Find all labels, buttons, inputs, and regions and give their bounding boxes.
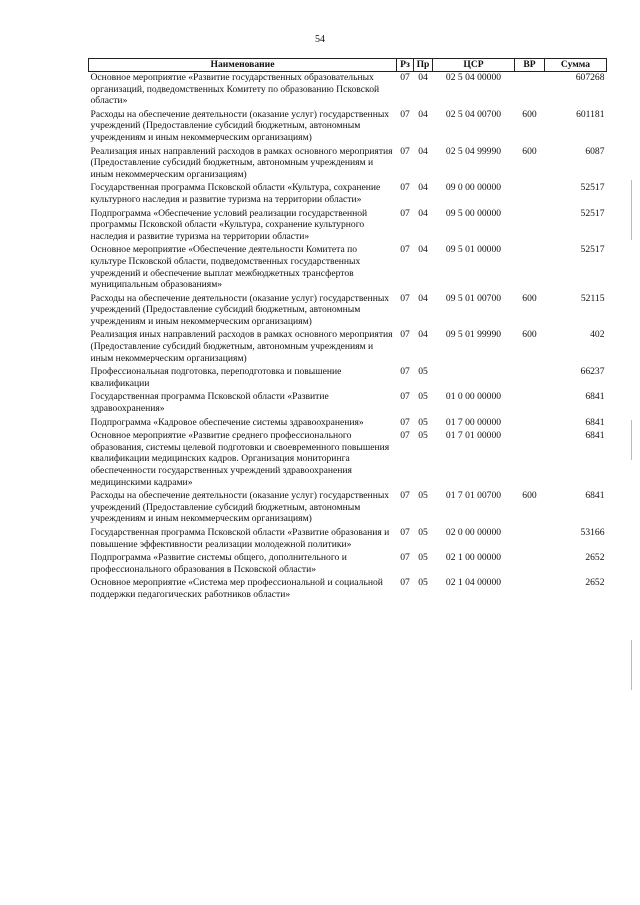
budget-table [88, 58, 607, 603]
cell-name: Профессиональная подготовка, переподготовка и повышение квалификации [90, 366, 342, 389]
cell-name: Расходы на обеспечение деятельности (оказание услуг) государственных учреждений (Предоставление субсидий бюджетным, автономным учреждениям и иным некоммерческим организациям) [90, 292, 390, 327]
cell-sum: 52115 [580, 292, 605, 304]
cell-pr: 04 [418, 292, 428, 304]
table-row [89, 417, 607, 431]
cell-pr: 05 [418, 391, 428, 403]
cell-csr: 02 5 04 00700 [445, 108, 502, 120]
cell-pr: 05 [418, 526, 428, 538]
cell-sum: 2652 [585, 577, 605, 589]
cell-pr: 05 [418, 552, 428, 564]
cell-rz: 07 [400, 577, 410, 589]
table-row [89, 391, 607, 416]
cell-pr: 04 [418, 182, 428, 194]
header-csr: ЦСР [433, 59, 515, 72]
cell-name: Подпрограмма «Обеспечение условий реализации государственной программы Псковской области «Культура, сохранение культурного наследия и развитие туризма на территории области» [90, 207, 368, 242]
table-header-row [89, 59, 607, 72]
cell-name: Основное мероприятие «Обеспечение деятельности Комитета по культуре Псковской области, подведомственных государственных учреждений и обеспечение выплат межбюджетных трансфертов муниципальным образованиям» [90, 244, 361, 291]
cell-vr [515, 417, 545, 431]
cell-vr [515, 208, 545, 245]
cell-vr [515, 391, 545, 416]
table-row [89, 527, 607, 552]
cell-pr: 05 [418, 430, 428, 442]
scan-edge-mark [631, 640, 632, 690]
table-row [89, 72, 607, 109]
cell-csr: 02 1 00 00000 [445, 552, 502, 564]
cell-rz: 07 [400, 430, 410, 442]
cell-vr [515, 552, 545, 577]
table-row [89, 329, 607, 366]
cell-csr: 02 0 00 00000 [445, 526, 502, 538]
scan-edge-mark [631, 420, 632, 460]
table-row [89, 552, 607, 577]
cell-rz: 07 [400, 244, 410, 256]
cell-rz: 07 [400, 292, 410, 304]
cell-rz: 07 [400, 329, 410, 341]
table-row [89, 366, 607, 391]
cell-rz: 07 [400, 552, 410, 564]
cell-name: Расходы на обеспечение деятельности (оказание услуг) государственных учреждений (Предоставление субсидий бюджетным, автономным учреждениям и иным некоммерческим организациям) [90, 490, 390, 525]
cell-sum: 6841 [585, 430, 605, 442]
table-row [89, 182, 607, 207]
cell-sum: 52517 [580, 244, 605, 256]
cell-pr: 05 [418, 416, 428, 428]
table-row [89, 577, 607, 602]
page-number: 54 [315, 34, 325, 45]
header-name: Наименование [89, 59, 397, 72]
scan-edge-mark [631, 180, 632, 240]
header-pr: Пр [414, 59, 433, 72]
cell-sum: 52517 [580, 182, 605, 194]
cell-vr [515, 430, 545, 490]
cell-pr: 04 [418, 72, 428, 83]
cell-rz: 07 [400, 145, 410, 157]
cell-sum: 52517 [580, 207, 605, 219]
cell-sum: 601181 [576, 108, 605, 120]
cell-csr: 01 7 01 00700 [445, 490, 502, 502]
cell-name: Основное мероприятие «Система мер профессиональной и социальной поддержки педагогических работников области» [90, 577, 383, 600]
cell-name: Подпрограмма «Кадровое обеспечение системы здравоохранения» [90, 416, 364, 428]
cell-pr: 05 [418, 577, 428, 589]
table-row [89, 293, 607, 330]
cell-vr [515, 182, 545, 207]
cell-rz: 07 [400, 526, 410, 538]
cell-csr: 02 5 04 00000 [445, 72, 502, 83]
cell-sum: 607268 [575, 72, 605, 83]
cell-name: Государственная программа Псковской области «Культура, сохранение культурного наследия и развитие туризма на территории области» [90, 182, 381, 205]
cell-vr: 600 [522, 108, 537, 120]
header-sum: Сумма [545, 59, 607, 72]
cell-name: Расходы на обеспечение деятельности (оказание услуг) государственных учреждений (Предоставление субсидий бюджетным, автономным учреждениям и иным некоммерческим организациям) [90, 108, 390, 143]
cell-rz: 07 [400, 416, 410, 428]
table-row [89, 109, 607, 146]
cell-csr: 01 7 01 00000 [445, 430, 502, 442]
cell-sum: 6087 [585, 145, 605, 157]
table-row [89, 490, 607, 527]
cell-pr: 04 [418, 207, 428, 219]
cell-vr: 600 [522, 490, 537, 502]
cell-rz: 07 [400, 207, 410, 219]
table-row [89, 244, 607, 292]
cell-vr: 600 [522, 329, 537, 341]
cell-vr: 600 [522, 145, 537, 157]
table-row [89, 208, 607, 245]
cell-pr: 05 [418, 366, 428, 378]
cell-rz: 07 [400, 108, 410, 120]
cell-csr: 09 0 00 00000 [445, 182, 502, 194]
cell-rz: 07 [400, 72, 410, 83]
cell-csr: 09 5 01 00700 [445, 292, 502, 304]
cell-vr [515, 577, 545, 602]
cell-name: Основное мероприятие «Развитие среднего профессионального образования, системы целевой подготовки и своевременного повышения квалификации медицинских кадров. Организация мониторинга обеспеченности государственных учреждений здравоохранения медицинскими кадрами» [90, 430, 390, 488]
cell-csr: 09 5 01 00000 [445, 244, 502, 256]
table-row [89, 146, 607, 183]
cell-name: Основное мероприятие «Развитие государственных образовательных организаций, подведомственных Комитету по образованию Псковской области» [90, 72, 380, 107]
cell-vr: 600 [522, 292, 537, 304]
header-vr: ВР [515, 59, 545, 72]
cell-vr [515, 366, 545, 391]
cell-csr: 02 1 04 00000 [445, 577, 502, 589]
cell-vr [515, 72, 545, 109]
cell-csr: 01 7 00 00000 [445, 416, 502, 428]
cell-csr: 09 5 01 99990 [445, 329, 502, 341]
table-row [89, 430, 607, 490]
cell-sum: 402 [590, 329, 605, 341]
cell-csr: 09 5 00 00000 [445, 207, 502, 219]
cell-sum: 53166 [580, 526, 605, 538]
cell-sum: 2652 [585, 552, 605, 564]
cell-name: Реализация иных направлений расходов в рамках основного мероприятия (Предоставление субсидий бюджетным, автономным учреждениям и иным некоммерческим организациям) [90, 145, 393, 180]
cell-pr: 04 [418, 145, 428, 157]
cell-name: Реализация иных направлений расходов в рамках основного мероприятия (Предоставление субсидий бюджетным, автономным учреждениям и иным некоммерческим организациям) [90, 329, 393, 364]
cell-rz: 07 [400, 182, 410, 194]
header-rz: Рз [397, 59, 414, 72]
cell-name: Государственная программа Псковской области «Развитие образования и повышение эффективности реализации молодежной политики» [90, 526, 390, 550]
cell-csr [433, 366, 515, 391]
cell-rz: 07 [400, 366, 410, 378]
cell-name: Государственная программа Псковской области «Развитие здравоохранения» [90, 391, 329, 415]
cell-sum: 6841 [585, 416, 605, 428]
cell-csr: 01 0 00 00000 [445, 391, 502, 403]
cell-pr: 04 [418, 108, 428, 120]
cell-sum: 66237 [580, 366, 605, 378]
cell-rz: 07 [400, 490, 410, 502]
cell-pr: 05 [418, 490, 428, 502]
cell-sum: 6841 [585, 490, 605, 502]
cell-sum: 6841 [585, 391, 605, 403]
cell-rz: 07 [400, 391, 410, 403]
cell-pr: 04 [418, 329, 428, 341]
cell-name: Подпрограмма «Развитие системы общего, дополнительного и профессионального образования в Псковской области» [90, 552, 347, 575]
cell-csr: 02 5 04 99990 [445, 145, 502, 157]
cell-vr [515, 244, 545, 292]
cell-pr: 04 [418, 244, 428, 256]
cell-vr [515, 527, 545, 552]
